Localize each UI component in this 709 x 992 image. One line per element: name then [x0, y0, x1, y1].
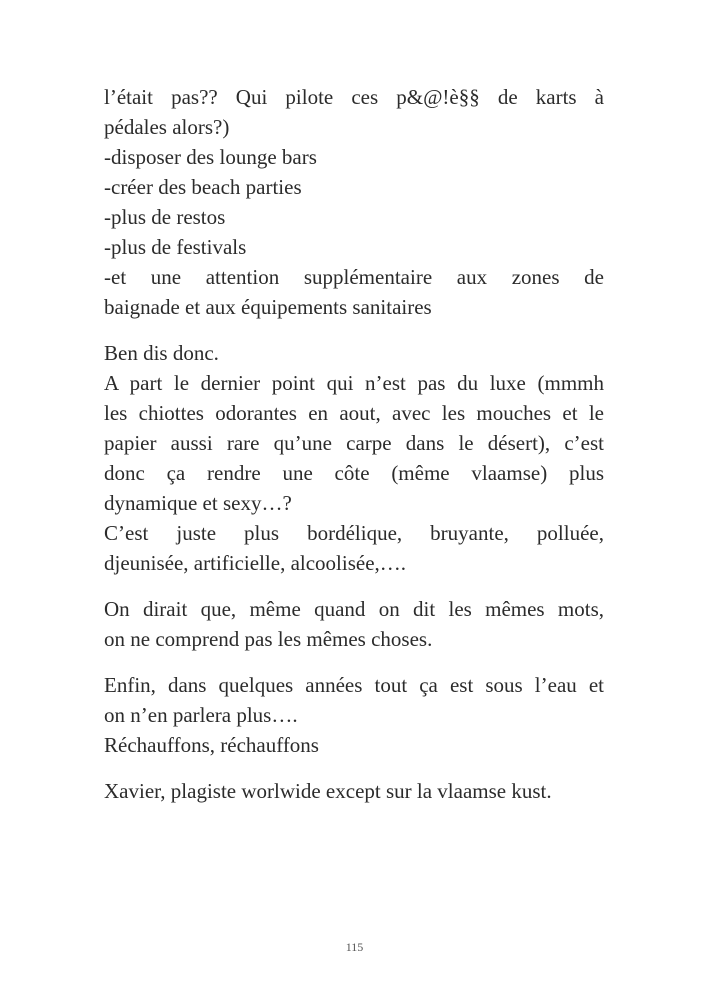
text-line: donc ça rendre une côte (même vlaamse) plus [104, 461, 604, 485]
list-item-line: -plus de restos [104, 205, 226, 229]
text-line: A part le dernier point qui n’est pas du luxe (mmmh [104, 371, 604, 395]
signature-line: Xavier, plagiste worlwide except sur la vlaamse kust. [104, 779, 552, 803]
list-item-line: -créer des beach parties [104, 175, 302, 199]
paragraph-closing [104, 670, 604, 760]
text-line: djeunisée, artificielle, alcoolisée,…. [104, 551, 407, 575]
paragraph-words [104, 594, 604, 654]
text-line: Réchauffons, réchauffons [104, 733, 319, 757]
list-item-line: -et une attention supplémentaire aux zones de [104, 265, 604, 289]
paragraph-signature [104, 776, 604, 806]
page-number: 115 [345, 940, 364, 954]
list-item-line: -disposer des lounge bars [104, 145, 317, 169]
text-line: Enfin, dans quelques années tout ça est sous l’eau et [104, 673, 604, 697]
text-line: on n’en parlera plus…. [104, 703, 298, 727]
text-line: pédales alors?) [104, 115, 230, 139]
text-line: papier aussi rare qu’une carpe dans le désert), c’est [104, 431, 604, 455]
text-line: l’était pas?? Qui pilote ces p&@!è§§ de karts à [104, 85, 604, 109]
text-line: On dirait que, même quand on dit les mêmes mots, [104, 597, 604, 621]
text-line: Ben dis donc. [104, 341, 219, 365]
page-body-text [104, 82, 604, 822]
paragraph-list [104, 82, 604, 322]
text-line: C’est juste plus bordélique, bruyante, polluée, [104, 521, 604, 545]
text-line: on ne comprend pas les mêmes choses. [104, 627, 433, 651]
text-line: dynamique et sexy…? [104, 491, 292, 515]
text-line: baignade et aux équipements sanitaires [104, 295, 432, 319]
paragraph-commentary [104, 338, 604, 578]
list-item-line: -plus de festivals [104, 235, 247, 259]
text-line: les chiottes odorantes en aout, avec les mouches et le [104, 401, 604, 425]
